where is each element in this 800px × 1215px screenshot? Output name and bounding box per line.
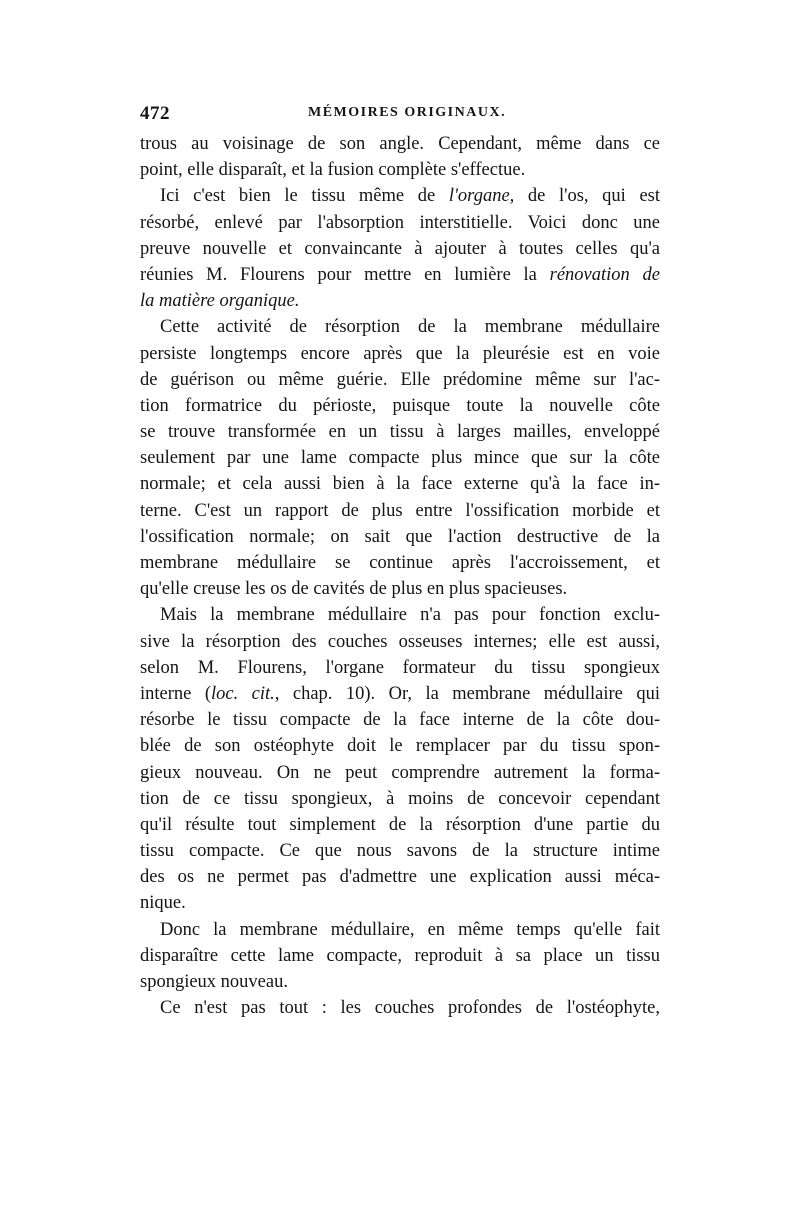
text-line: nique. xyxy=(140,893,186,914)
line-segment: réunies M. Flourens pour mettre en lumière la xyxy=(140,264,550,285)
running-head: MÉMOIRES ORIGINAUX. xyxy=(308,105,507,120)
text-line: tion formatrice du périoste, puisque toute la nouvelle côte xyxy=(140,395,660,416)
text-line: disparaître cette lame compacte, reproduit à sa place un tissu xyxy=(140,945,660,966)
text-line: trous au voisinage de son angle. Cependant, même dans ce xyxy=(140,134,660,154)
text-line: sive la résorption des couches osseuses internes; elle est aussi, xyxy=(140,631,660,652)
text-line: selon M. Flourens, l'organe formateur du tissu spongieux xyxy=(140,657,660,678)
text-line: tion de ce tissu spongieux, à moins de concevoir cependant xyxy=(140,788,660,809)
text-line: point, elle disparaît, et la fusion complète s'effectue. xyxy=(140,160,526,181)
text-line: persiste longtemps encore après que la pleurésie est en voie xyxy=(140,343,660,364)
italic-segment: rénovation de xyxy=(549,264,660,285)
text-line: des os ne permet pas d'admettre une explication aussi méca- xyxy=(140,867,660,888)
text-line: Cette activité de résorption de la membrane médullaire xyxy=(160,317,660,338)
line-segment: chap. 10). Or, la membrane médullaire qui xyxy=(279,683,660,704)
line-segment: de l'os, qui est xyxy=(514,186,661,207)
page-number: 472 xyxy=(140,103,170,124)
text-line xyxy=(140,183,660,209)
line-segment: Ici c'est bien le tissu même de xyxy=(160,186,449,207)
text-line: Donc la membrane médullaire, en même temps qu'elle fait xyxy=(160,919,660,940)
text-line: gieux nouveau. On ne peut comprendre autrement la forma- xyxy=(140,762,660,783)
page-header xyxy=(140,103,660,125)
text-line: membrane médullaire se continue après l'accroissement, et xyxy=(140,553,660,573)
text-line: seulement par une lame compacte plus mince que sur la côte xyxy=(140,448,660,469)
text-line xyxy=(140,681,660,707)
text-line: spongieux nouveau. xyxy=(140,972,288,992)
body-text xyxy=(140,131,660,1021)
text-line: résorbe le tissu compacte de la face interne de la côte dou- xyxy=(140,710,660,731)
italic-segment: la matière organique. xyxy=(140,291,300,312)
text-line: qu'elle creuse les os de cavités de plus en plus spacieuses. xyxy=(140,579,568,600)
text-line: Mais la membrane médullaire n'a pas pour fonction exclu- xyxy=(160,605,660,626)
text-line xyxy=(140,288,660,314)
italic-segment: loc. cit., xyxy=(210,683,280,704)
text-line: se trouve transformée en un tissu à larges mailles, enveloppé xyxy=(140,422,660,443)
text-line: résorbé, enlevé par l'absorption interstitielle. Voici donc une xyxy=(140,212,660,233)
text-line: l'ossification normale; on sait que l'action destructive de la xyxy=(140,526,660,547)
text-line: terne. C'est un rapport de plus entre l'ossification morbide et xyxy=(140,500,660,521)
text-line: de guérison ou même guérie. Elle prédomine même sur l'ac- xyxy=(140,369,660,390)
text-line: preuve nouvelle et convaincante à ajouter à toutes celles qu'a xyxy=(140,238,660,259)
text-line: qu'il résulte tout simplement de la résorption d'une partie du xyxy=(140,814,660,835)
text-line: tissu compacte. Ce que nous savons de la structure intime xyxy=(140,841,660,862)
text-line: Ce n'est pas tout : les couches profondes de l'ostéophyte, xyxy=(160,998,660,1019)
text-line: normale; et cela aussi bien à la face externe qu'à la face in- xyxy=(140,474,660,495)
italic-segment: l'organe, xyxy=(448,186,515,207)
text-line: blée de son ostéophyte doit le remplacer par du tissu spon- xyxy=(140,736,660,757)
text-line xyxy=(140,262,660,288)
line-segment: interne ( xyxy=(140,683,211,704)
